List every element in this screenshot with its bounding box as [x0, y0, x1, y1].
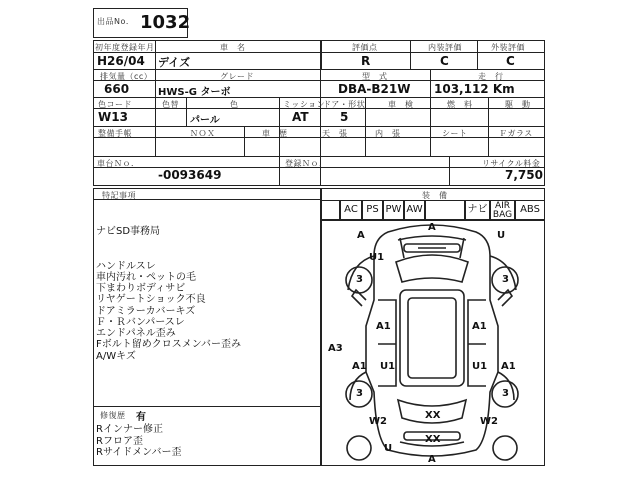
- dmg-xx-bumper: XX: [425, 434, 441, 445]
- repaint-label: 色替: [162, 100, 179, 109]
- note-item: 下まわりボディサビ: [96, 283, 186, 294]
- dmg-a1-left: A1: [376, 321, 391, 332]
- dmg-u-front-right: U: [497, 230, 506, 241]
- doors-value: 5: [340, 110, 349, 124]
- repair-value: 有: [136, 412, 146, 423]
- repair-item: Rサイドメンバー歪: [96, 447, 182, 458]
- repair-label: 修復歴: [100, 411, 126, 420]
- notes-label: 特記事項: [102, 191, 136, 200]
- reg-label: 登録Ｎｏ．: [285, 159, 328, 168]
- color-value: パール: [190, 115, 220, 126]
- dmg-u1-left: U1: [380, 361, 396, 372]
- doors-label: ドア・形状: [323, 100, 366, 109]
- equip-airbag: AIR BAG: [490, 200, 515, 220]
- dmg-a-front-left: A: [357, 230, 365, 241]
- drive-label: 駆 動: [505, 100, 531, 109]
- equip-ac: AC: [340, 200, 362, 220]
- diagram-panel: [321, 220, 545, 466]
- equip-aw: AW: [404, 200, 425, 220]
- equip-pw: PW: [383, 200, 404, 220]
- dmg-u-rear: U: [384, 443, 393, 454]
- dmg-a1-left-rear: A1: [352, 361, 367, 372]
- note-item: ハンドルスレ: [96, 261, 156, 272]
- model-label: 型 式: [362, 72, 388, 81]
- dmg-3-wheel-rl: 3: [356, 388, 363, 399]
- dmg-a1-right-rear: A1: [501, 361, 516, 372]
- dmg-u1-right: U1: [472, 361, 488, 372]
- note-item: リヤゲートショック不良: [96, 294, 206, 305]
- equip-ps: PS: [362, 200, 383, 220]
- equip-abs: ABS: [515, 200, 545, 220]
- recycle-value: 7,750: [505, 168, 543, 182]
- color-label: 色: [230, 100, 239, 109]
- roof-label: 天 張: [322, 129, 348, 138]
- manual-label: 整備手帳: [98, 129, 132, 138]
- lot-label: 出品No．: [97, 17, 135, 26]
- mileage-value: 103,112 Km: [434, 82, 515, 96]
- disp-label: 排気量（cc）: [100, 72, 153, 81]
- dmg-a1-right: A1: [472, 321, 487, 332]
- int-value: C: [440, 54, 449, 68]
- dmg-a-rear: A: [428, 454, 436, 465]
- name-value: デイズ: [158, 56, 191, 69]
- nox-label: ＮＯＸ: [190, 129, 216, 138]
- notes-line1: ナビSD事務局: [96, 226, 161, 237]
- dmg-w2-right: W2: [480, 416, 498, 427]
- mission-label: ミッション: [283, 100, 326, 109]
- glass-label: Ｆガラス: [499, 129, 533, 138]
- dmg-3-wheel-fr: 3: [502, 274, 509, 285]
- color-code-value: W13: [98, 110, 128, 124]
- equip-navi: ナビ: [465, 200, 490, 220]
- note-item: Ｆ・Ｒバンパースレ: [96, 317, 185, 328]
- grade-label: グレード: [220, 72, 254, 81]
- history-label: 車 歴: [262, 129, 288, 138]
- chassis-value: -0093649: [158, 168, 222, 182]
- ext-label: 外装評価: [491, 43, 525, 52]
- score-label: 評価点: [352, 43, 378, 52]
- dmg-xx-rear: XX: [425, 410, 441, 421]
- equipment-label: 装 備: [422, 191, 448, 200]
- note-item: ドアミラーカバーキズ: [96, 306, 196, 317]
- grade-value: HWS-G ターボ: [158, 87, 231, 98]
- score-value: R: [361, 54, 371, 68]
- fuel-label: 燃 料: [447, 100, 473, 109]
- note-item: 車内汚れ・ペットの毛: [96, 272, 196, 283]
- color-code-label: 色コード: [98, 100, 132, 109]
- note-item: A/Wキズ: [96, 351, 136, 362]
- disp-value: 660: [104, 82, 130, 96]
- ext-value: C: [506, 54, 515, 68]
- mission-value: AT: [292, 110, 309, 124]
- recycle-label: リサイクル料金: [482, 159, 541, 168]
- interior-label: 内 張: [375, 129, 401, 138]
- int-label: 内装評価: [428, 43, 462, 52]
- dmg-u1-front: U1: [369, 252, 385, 263]
- name-label: 車 名: [220, 43, 246, 52]
- year-value: H26/04: [97, 54, 145, 68]
- inspection-label: 車 検: [388, 100, 414, 109]
- dmg-a-front: A: [428, 222, 436, 233]
- repair-item: Rインナー修正: [96, 424, 163, 435]
- dmg-w2-left: W2: [369, 416, 387, 427]
- lot-number: 1032: [140, 12, 191, 33]
- note-item: Fボルト留めクロスメンバー歪み: [96, 339, 242, 350]
- dmg-a3: A3: [328, 343, 343, 354]
- dmg-3-wheel-fl: 3: [356, 274, 363, 285]
- dmg-3-wheel-rr: 3: [502, 388, 509, 399]
- note-item: エンドパネル歪み: [96, 328, 176, 339]
- repair-item: Rフロア歪: [96, 436, 143, 447]
- seat-label: シート: [442, 129, 468, 138]
- mileage-label: 走 行: [478, 72, 504, 81]
- model-value: DBA-B21W: [338, 82, 411, 96]
- chassis-label: 車台Ｎｏ．: [97, 159, 140, 168]
- year-label: 初年度登録年月: [95, 43, 155, 52]
